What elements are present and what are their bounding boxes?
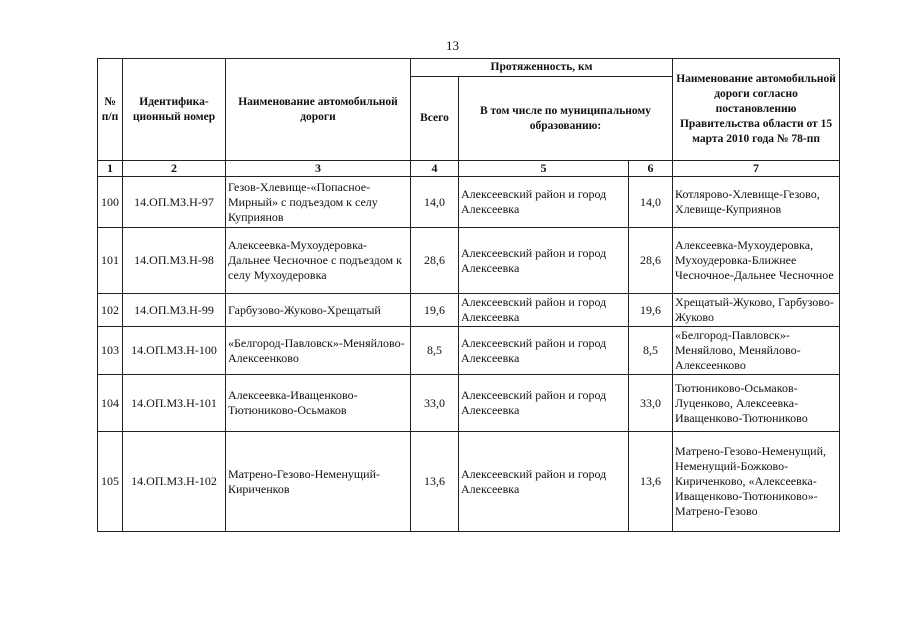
row-region: Алексеевский район и город Алексеевка xyxy=(459,228,629,294)
row-id: 14.ОП.МЗ.Н-98 xyxy=(123,228,226,294)
table-row xyxy=(98,327,840,375)
row-id: 14.ОП.МЗ.Н-101 xyxy=(123,375,226,432)
header-length-group: Протяженность, км xyxy=(411,59,673,77)
col-number: 3 xyxy=(226,161,411,177)
col-number: 1 xyxy=(98,161,123,177)
header-decree: Наименование автомобильной дороги согласно постановлению Правительства области от 15 марта 2010 года № 78-пп xyxy=(673,59,840,161)
table-row xyxy=(98,228,840,294)
row-part: 14,0 xyxy=(629,177,673,228)
header-num: № п/п xyxy=(98,59,123,161)
header-total: Всего xyxy=(411,77,459,161)
col-number: 2 xyxy=(123,161,226,177)
row-region: Алексеевский район и город Алексеевка xyxy=(459,294,629,327)
row-region: Алексеевский район и город Алексеевка xyxy=(459,327,629,375)
table-row xyxy=(98,177,840,228)
roads-table xyxy=(97,58,840,532)
table-row xyxy=(98,375,840,432)
row-total: 28,6 xyxy=(411,228,459,294)
row-region: Алексеевский район и город Алексеевка xyxy=(459,432,629,532)
col-number: 5 xyxy=(459,161,629,177)
row-decree: Алексеевка-Мухоудеровка, Мухоудеровка-Ближнее Чесночное-Дальнее Чесночное xyxy=(673,228,840,294)
row-id: 14.ОП.МЗ.Н-102 xyxy=(123,432,226,532)
table-row xyxy=(98,294,840,327)
col-number: 7 xyxy=(673,161,840,177)
header-included: В том числе по муниципальному образованию: xyxy=(459,77,673,161)
header-name: Наименование автомобильной дороги xyxy=(226,59,411,161)
row-decree: Хрещатый-Жуково, Гарбузово-Жуково xyxy=(673,294,840,327)
row-part: 28,6 xyxy=(629,228,673,294)
row-num: 103 xyxy=(98,327,123,375)
col-number: 6 xyxy=(629,161,673,177)
row-total: 8,5 xyxy=(411,327,459,375)
row-num: 104 xyxy=(98,375,123,432)
row-id: 14.ОП.МЗ.Н-100 xyxy=(123,327,226,375)
row-part: 33,0 xyxy=(629,375,673,432)
row-num: 105 xyxy=(98,432,123,532)
table-row xyxy=(98,432,840,532)
row-region: Алексеевский район и город Алексеевка xyxy=(459,375,629,432)
row-road-name: Матрено-Гезово-Неменущий-Кириченков xyxy=(226,432,411,532)
row-total: 13,6 xyxy=(411,432,459,532)
row-decree: Матрено-Гезово-Неменущий, Неменущий-Божково-Кириченково, «Алексеевка-Иващенково-Тютюниково»-Матрено-Гезово xyxy=(673,432,840,532)
row-part: 8,5 xyxy=(629,327,673,375)
row-total: 14,0 xyxy=(411,177,459,228)
row-road-name: Алексеевка-Мухоудеровка-Дальнее Чесночное с подъездом к селу Мухоудеровка xyxy=(226,228,411,294)
row-total: 33,0 xyxy=(411,375,459,432)
row-num: 102 xyxy=(98,294,123,327)
row-road-name: Гарбузово-Жуково-Хрещатый xyxy=(226,294,411,327)
row-id: 14.ОП.МЗ.Н-97 xyxy=(123,177,226,228)
row-num: 101 xyxy=(98,228,123,294)
row-road-name: Гезов-Хлевище-«Попасное-Мирный» с подъездом к селу Куприянов xyxy=(226,177,411,228)
col-number: 4 xyxy=(411,161,459,177)
header-id: Идентифика-ционный номер xyxy=(123,59,226,161)
row-decree: Тютюниково-Осьмаков-Луценково, Алексеевка-Иващенково-Тютюниково xyxy=(673,375,840,432)
row-road-name: «Белгород-Павловск»-Меняйлово-Алексеенково xyxy=(226,327,411,375)
row-num: 100 xyxy=(98,177,123,228)
row-part: 19,6 xyxy=(629,294,673,327)
row-id: 14.ОП.МЗ.Н-99 xyxy=(123,294,226,327)
page-number: 13 xyxy=(446,38,459,53)
row-part: 13,6 xyxy=(629,432,673,532)
row-region: Алексеевский район и город Алексеевка xyxy=(459,177,629,228)
row-total: 19,6 xyxy=(411,294,459,327)
row-decree: Котлярово-Хлевище-Гезово, Хлевище-Куприянов xyxy=(673,177,840,228)
row-decree: «Белгород-Павловск»-Меняйлово, Меняйлово-Алексеенково xyxy=(673,327,840,375)
row-road-name: Алексеевка-Иващенково-Тютюниково-Осьмаков xyxy=(226,375,411,432)
